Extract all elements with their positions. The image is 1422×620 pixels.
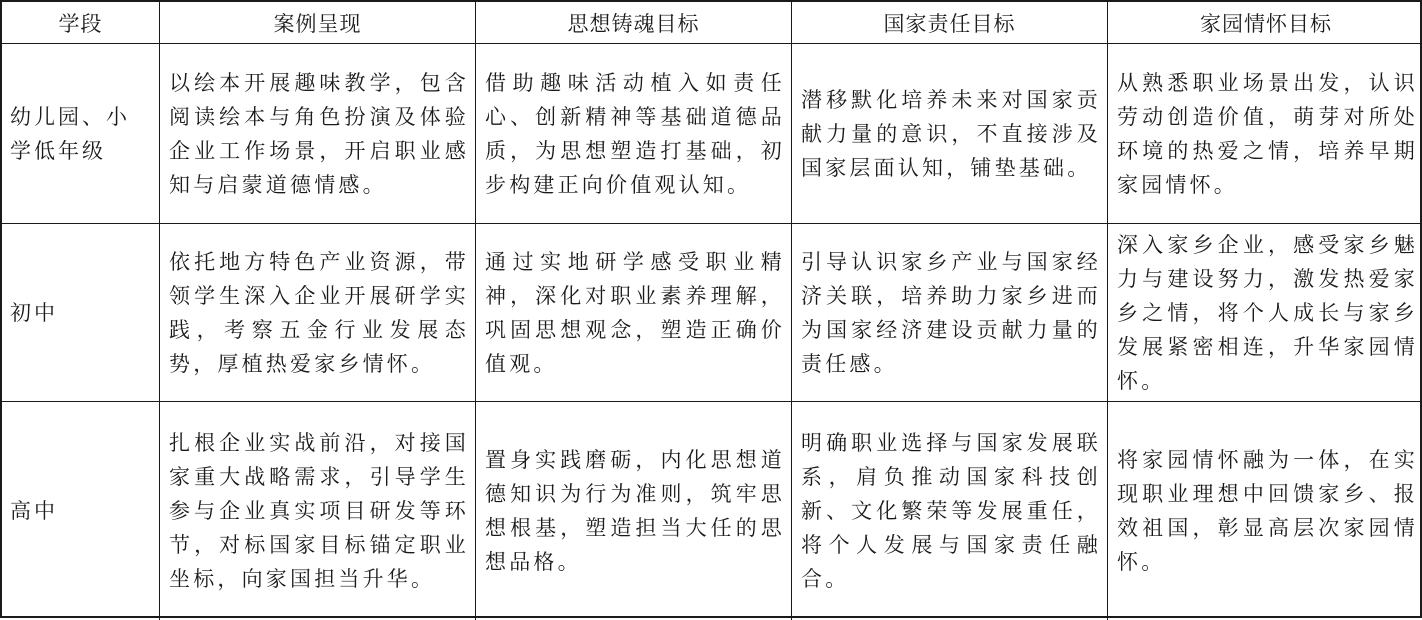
table-cell — [160, 44, 476, 224]
table-cell — [792, 224, 1108, 402]
cell-text: 将家园情怀融为一体，在实现职业理想中回馈家乡、报效祖国，彰显高层次家园情怀。 — [1117, 448, 1418, 574]
header-stage: 学段 — [2, 2, 160, 44]
table-cell — [1108, 402, 1422, 620]
cell-text: 深入家乡企业，感受家乡魅力与建设努力，激发热爱家乡之情，将个人成长与家乡发展紧密相连，升华家园情怀。 — [1117, 232, 1418, 393]
header-case-presentation: 案例呈现 — [160, 2, 476, 44]
stage-cell-kindergarten-primary — [2, 44, 160, 224]
table-cell — [160, 402, 476, 620]
cell-text: 明确职业选择与国家发展联系，肩负推动国家科技创新、文化繁荣等发展重任，将个人发展与国家责任融合。 — [801, 431, 1101, 591]
table-cell — [476, 44, 792, 224]
table-cell — [792, 44, 1108, 224]
table-cell — [1108, 224, 1422, 402]
cell-text: 潜移默化培养未来对国家贡献力量的意识，不直接涉及国家层面认知，铺垫基础。 — [801, 87, 1101, 180]
cell-text: 引导认识家乡产业与国家经济关联，培养助力家乡进而为国家经济建设贡献力量的责任感。 — [801, 249, 1101, 376]
stage-label: 幼儿园、小学低年级 — [10, 104, 130, 163]
table-cell — [476, 224, 792, 402]
table-cell — [792, 402, 1108, 620]
stage-label: 初中 — [10, 300, 58, 325]
header-ideological-goal: 思想铸魂目标 — [476, 2, 792, 44]
stage-cell-senior-high — [2, 402, 160, 620]
stage-cell-junior-high — [2, 224, 160, 402]
cell-text: 借助趣味活动植入如责任心、创新精神等基础道德品质，为思想塑造打基础，初步构建正向价值观认知。 — [485, 70, 785, 197]
header-homeland-sentiment-goal: 家园情怀目标 — [1108, 2, 1422, 44]
cell-text: 以绘本开展趣味教学，包含阅读绘本与角色扮演及体验企业工作场景，开启职业感知与启蒙道德情感。 — [169, 70, 469, 197]
cell-text: 依托地方特色产业资源，带领学生深入企业开展研学实践，考察五金行业发展态势，厚植热爱家乡情怀。 — [169, 249, 469, 376]
table-cell — [160, 224, 476, 402]
cell-text: 通过实地研学感受职业精神，深化对职业素养理解，巩固思想观念，塑造正确价值观。 — [485, 249, 785, 376]
header-national-responsibility-goal: 国家责任目标 — [792, 2, 1108, 44]
cell-text: 从熟悉职业场景出发，认识劳动创造价值，萌芽对所处环境的热爱之情，培养早期家园情怀。 — [1117, 70, 1418, 197]
table-cell — [476, 402, 792, 620]
cell-text: 扎根企业实战前沿，对接国家重大战略需求，引导学生参与企业真实项目研发等环节，对标国家目标锚定职业坐标，向家国担当升华。 — [169, 431, 469, 591]
cell-text: 置身实践磨砺，内化思想道德知识为行为准则，筑牢思想根基，塑造担当大任的思想品格。 — [485, 448, 785, 574]
table-cell — [1108, 44, 1422, 224]
stage-label: 高中 — [10, 499, 58, 523]
